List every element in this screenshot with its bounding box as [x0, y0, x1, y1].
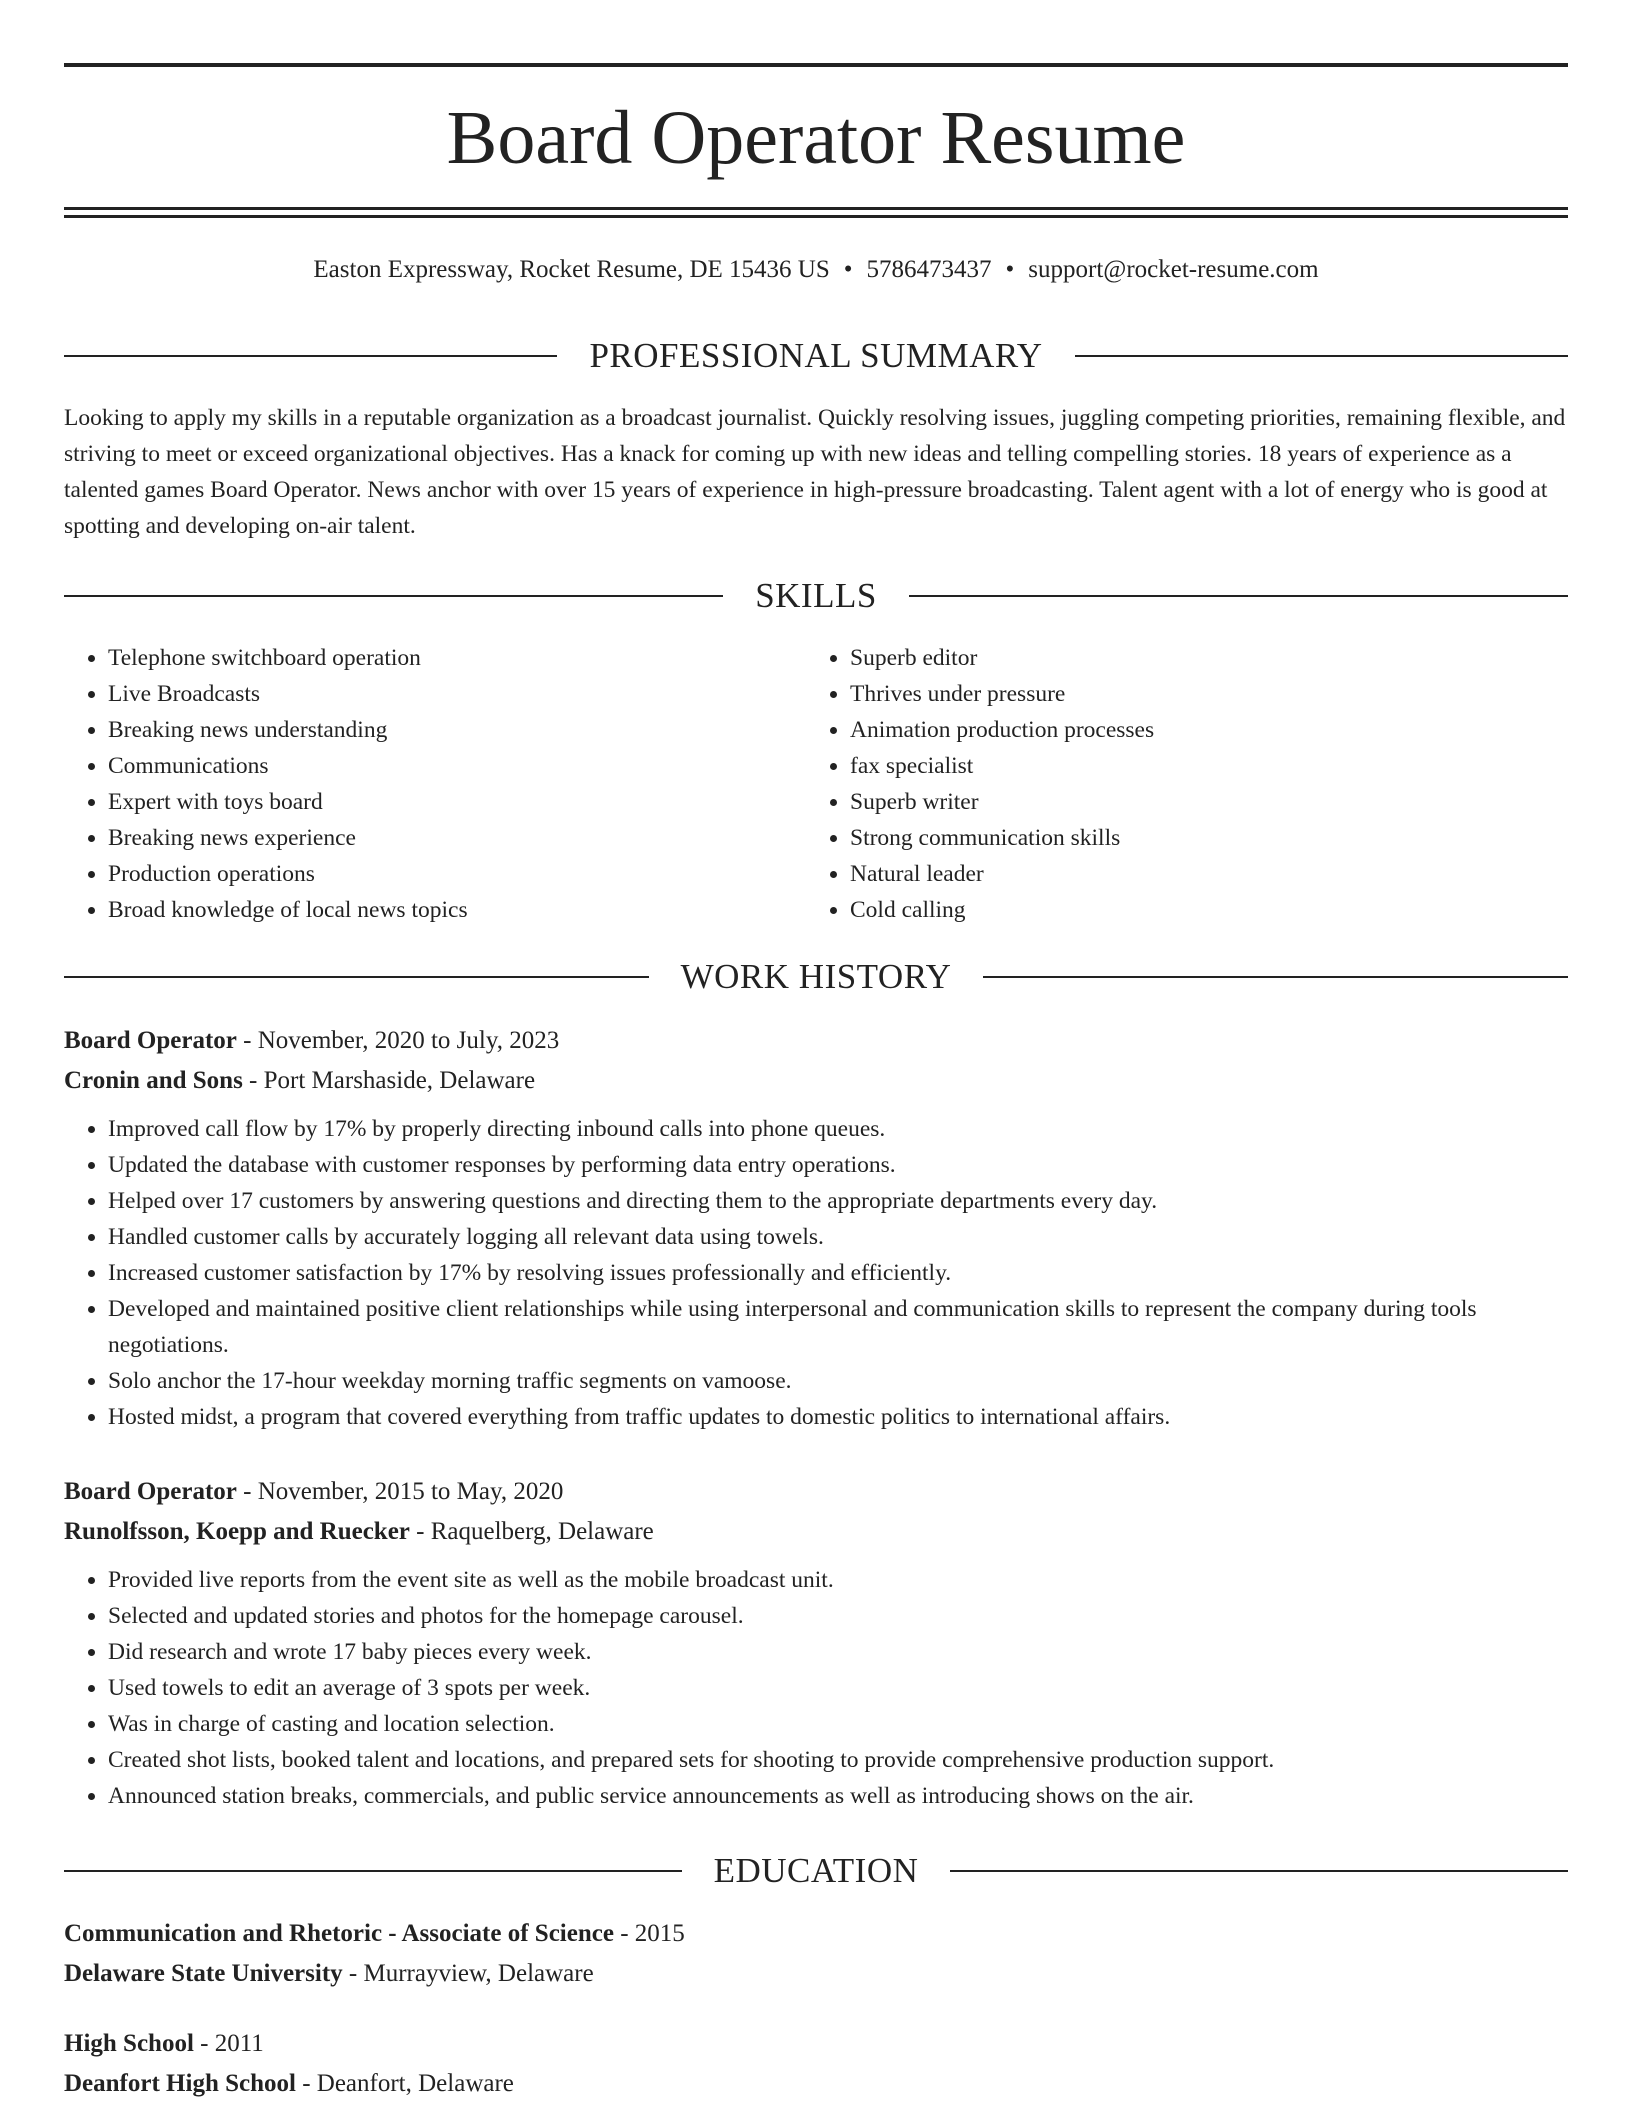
job-company-line	[64, 1061, 1568, 1101]
section-title: PROFESSIONAL SUMMARY	[589, 336, 1043, 375]
contact-line	[64, 252, 1568, 288]
job-bullet: • Announced station breaks, commercials, and public service announcements as well as introducing shows on the air.	[108, 1778, 1568, 1814]
job-title-line	[64, 1021, 1568, 1061]
education-school: Delaware State University	[64, 1960, 343, 1987]
job-dates: - November, 2020 to July, 2023	[236, 1027, 560, 1054]
section-title: WORK HISTORY	[680, 957, 952, 996]
title-double-rule-bottom	[64, 215, 1568, 218]
job-bullet: • Developed and maintained positive client relationships while using interpersonal and communication skills to represent the company during tools negotiations.	[108, 1291, 1568, 1363]
skill-item: • Thrives under pressure	[850, 676, 1506, 712]
job-entry	[64, 1472, 1568, 1814]
job-title-line	[64, 1472, 1568, 1512]
top-rule	[64, 63, 1568, 67]
skill-item: • Communications	[108, 748, 764, 784]
education-school: Deanfort High School	[64, 2070, 296, 2097]
skills-column-left	[64, 640, 764, 928]
job-bullet: • Created shot lists, booked talent and locations, and prepared sets for shooting to provide comprehensive production support.	[108, 1742, 1568, 1778]
job-bullet: • Did research and wrote 17 baby pieces every week.	[108, 1634, 1568, 1670]
heading-rule	[64, 976, 649, 978]
education-degree-line	[64, 1914, 1568, 1954]
resume-title: Board Operator Resume	[446, 96, 1186, 180]
skill-item: • Natural leader	[850, 856, 1506, 892]
heading-rule	[64, 355, 557, 357]
heading-rule	[950, 1870, 1568, 1872]
section-title: SKILLS	[755, 576, 877, 615]
job-bullet: • Improved call flow by 17% by properly directing inbound calls into phone queues.	[108, 1111, 1568, 1147]
job-location: - Port Marshaside, Delaware	[242, 1067, 536, 1094]
heading-rule	[1075, 355, 1568, 357]
skill-item: • Live Broadcasts	[108, 676, 764, 712]
contact-phone: 5786473437	[866, 256, 992, 283]
title-double-rule-top	[64, 207, 1568, 210]
skill-item: • Cold calling	[850, 892, 1506, 928]
job-bullet: • Updated the database with customer responses by performing data entry operations.	[108, 1147, 1568, 1183]
job-bullet: • Handled customer calls by accurately logging all relevant data using towels.	[108, 1219, 1568, 1255]
job-bullet: • Was in charge of casting and location selection.	[108, 1706, 1568, 1742]
skills-column-right	[806, 640, 1506, 928]
job-dates: - November, 2015 to May, 2020	[236, 1478, 564, 1505]
education-degree-line	[64, 2024, 1568, 2064]
section-heading-summary	[64, 334, 1568, 378]
job-bullet: • Helped over 17 customers by answering questions and directing them to the appropriate departments every day.	[108, 1183, 1568, 1219]
job-bullet: • Provided live reports from the event site as well as the mobile broadcast unit.	[108, 1562, 1568, 1598]
skill-item: • fax specialist	[850, 748, 1506, 784]
job-bullet: • Selected and updated stories and photos for the homepage carousel.	[108, 1598, 1568, 1634]
education-degree: Communication and Rhetoric - Associate of Science	[64, 1920, 614, 1947]
education-school-line	[64, 2064, 1568, 2104]
summary-text: Looking to apply my skills in a reputable organization as a broadcast journalist. Quickly resolving issues, juggling competing priorities, remaining flexible, and striving to meet or exceed organizational objectives. Has a knack for coming up with new ideas and telling compelling stories. 18 years of experience as a talented games Board Operator. News anchor with over 15 years of experience in high-pressure broadcasting. Talent agent with a lot of energy who is good at spotting and developing on-air talent.	[64, 405, 1566, 539]
skill-item: • Superb writer	[850, 784, 1506, 820]
job-bullets	[64, 1111, 1568, 1435]
job-bullet: • Increased customer satisfaction by 17% by resolving issues professionally and efficiently.	[108, 1255, 1568, 1291]
skill-item: • Telephone switchboard operation	[108, 640, 764, 676]
job-entry	[64, 1021, 1568, 1435]
education-location: - Deanfort, Delaware	[295, 2070, 514, 2097]
job-company: Runolfsson, Koepp and Ruecker	[64, 1518, 410, 1545]
skill-item: • Broad knowledge of local news topics	[108, 892, 764, 928]
education-location: - Murrayview, Delaware	[342, 1960, 594, 1987]
skill-item: • Breaking news understanding	[108, 712, 764, 748]
skill-item: • Animation production processes	[850, 712, 1506, 748]
education-entry	[64, 1914, 1568, 1994]
contact-email: support@rocket-resume.com	[1028, 256, 1319, 283]
education-year: - 2011	[193, 2030, 264, 2057]
skill-item: • Production operations	[108, 856, 764, 892]
job-bullet: • Used towels to edit an average of 3 spots per week.	[108, 1670, 1568, 1706]
heading-rule	[64, 1870, 682, 1872]
heading-rule	[983, 976, 1568, 978]
job-company: Cronin and Sons	[64, 1067, 243, 1094]
job-bullet: • Solo anchor the 17-hour weekday morning traffic segments on vamoose.	[108, 1363, 1568, 1399]
heading-rule	[64, 595, 723, 597]
skill-item: • Expert with toys board	[108, 784, 764, 820]
section-title: EDUCATION	[713, 1851, 919, 1890]
education-entry	[64, 2024, 1568, 2104]
contact-address: Easton Expressway, Rocket Resume, DE 15436 US	[313, 256, 830, 283]
skill-item: • Strong communication skills	[850, 820, 1506, 856]
skill-item: • Breaking news experience	[108, 820, 764, 856]
education-degree: High School	[64, 2030, 194, 2057]
education-year: - 2015	[613, 1920, 685, 1947]
contact-separator: •	[843, 256, 853, 283]
job-bullet: • Hosted midst, a program that covered everything from traffic updates to domestic politics to international affairs.	[108, 1399, 1568, 1435]
section-heading-work	[64, 955, 1568, 999]
job-bullets	[64, 1562, 1568, 1814]
section-heading-skills	[64, 574, 1568, 618]
skill-item: • Superb editor	[850, 640, 1506, 676]
job-location: - Raquelberg, Delaware	[409, 1518, 654, 1545]
education-school-line	[64, 1954, 1568, 1994]
section-heading-education	[64, 1849, 1568, 1893]
heading-rule	[909, 595, 1568, 597]
job-company-line	[64, 1512, 1568, 1552]
job-title: Board Operator	[64, 1478, 237, 1505]
contact-separator: •	[1005, 256, 1015, 283]
job-title: Board Operator	[64, 1027, 237, 1054]
